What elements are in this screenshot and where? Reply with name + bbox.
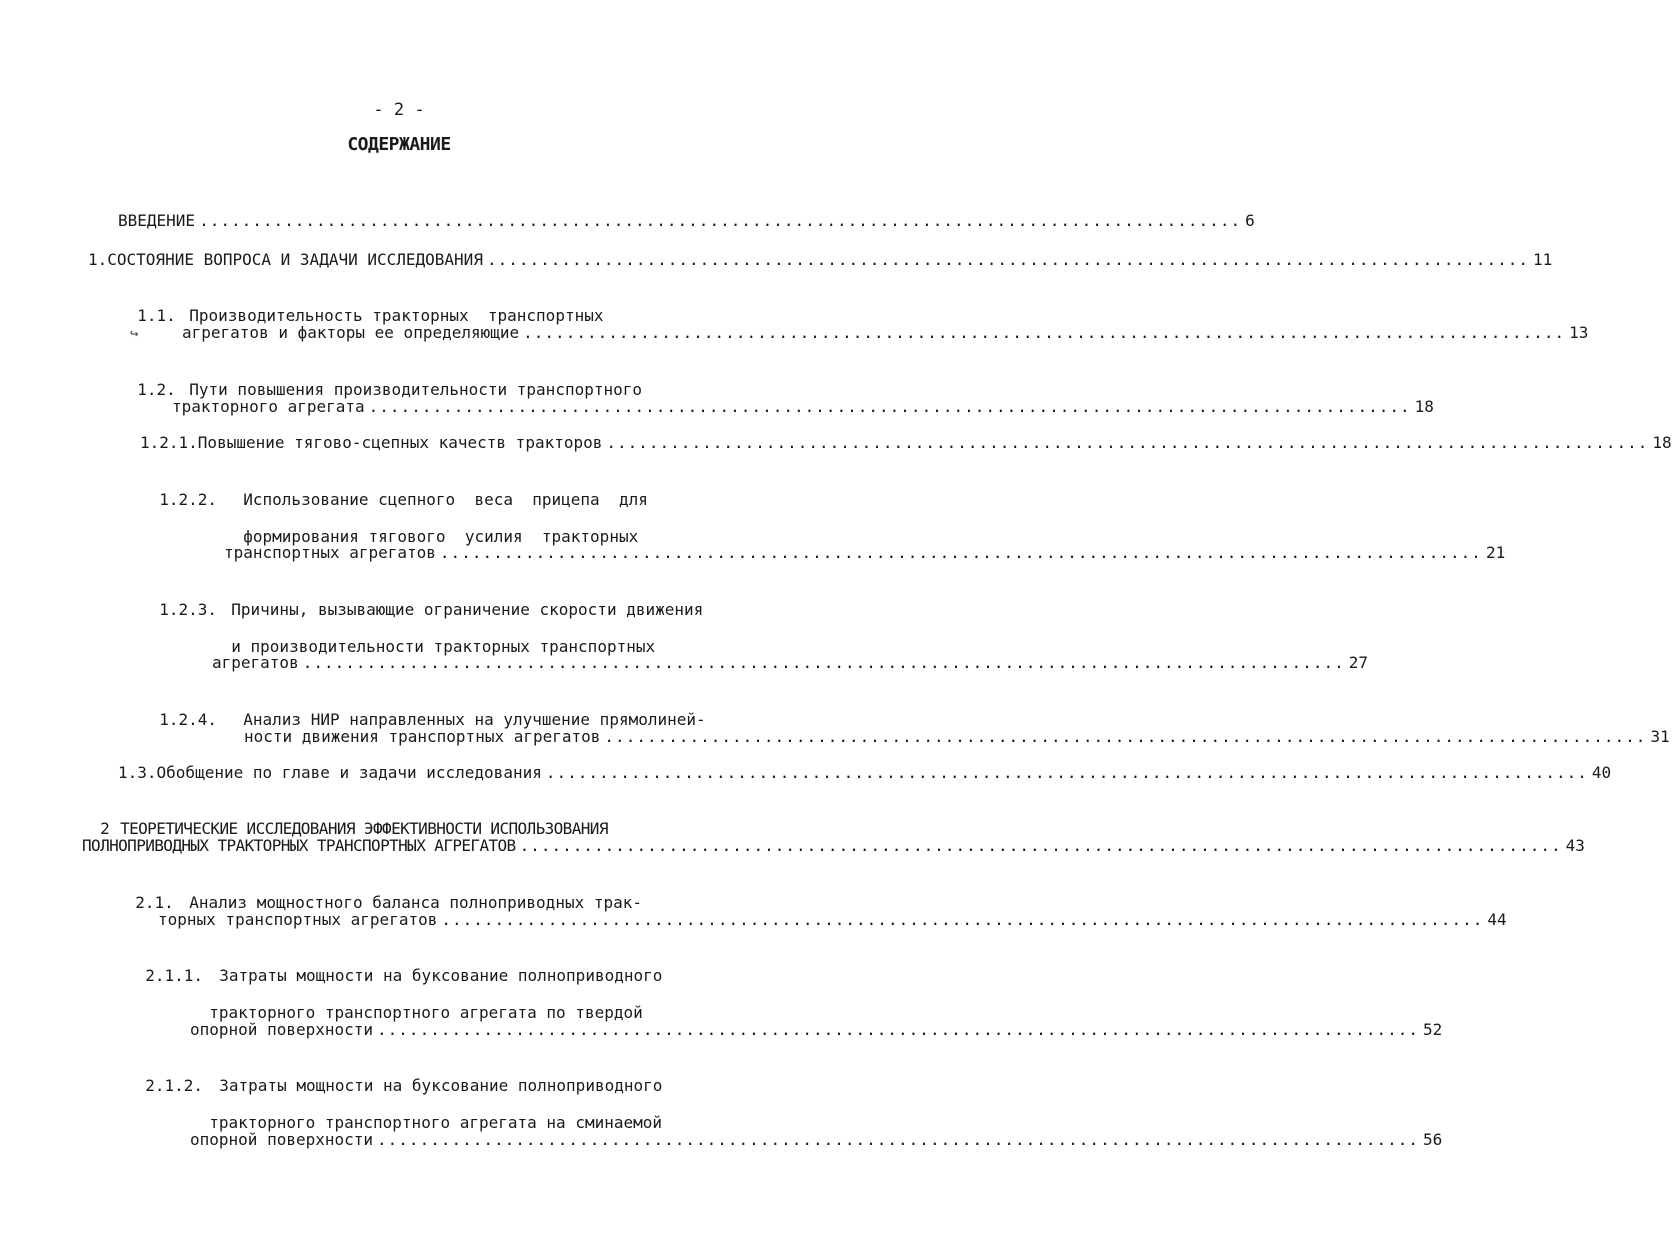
toc-entry-text: опорной поверхности (190, 1130, 374, 1149)
toc-entry-number: 1.2.1. (140, 433, 198, 452)
toc-entry-text: и производительности тракторных транспортных (231, 637, 656, 656)
toc-leader: .................................................................................................. (519, 836, 1562, 855)
toc-entry-number: 1.2. (137, 380, 176, 399)
toc-leader: .................................................................................................. (368, 397, 1411, 416)
toc-entry-text: тракторного транспортного агрегата по твердой (209, 1003, 643, 1022)
toc-entry-number: 1.1. (137, 306, 176, 325)
toc-entry-section-1-2-2-cont[interactable] (224, 507, 638, 547)
toc-leader: .................................................................................................. (523, 323, 1566, 342)
toc-entry-section-1-2-cont[interactable] (172, 397, 1434, 417)
toc-leader: .................................................................................................. (441, 910, 1484, 929)
toc-entry-chapter-2-cont[interactable] (82, 836, 1585, 856)
toc-page-number: 52 (1423, 1020, 1443, 1039)
toc-entry-number: 1.3. (118, 763, 157, 782)
toc-entry-number: 2 (100, 819, 110, 838)
toc-entry-section-2-1-1[interactable] (126, 946, 662, 986)
toc-leader: .................................................................................................. (606, 433, 1649, 452)
toc-entry-text: агрегатов (212, 653, 299, 672)
toc-entry-text: ПОЛНОПРИВОДНЫХ ТРАКТОРНЫХ ТРАНСПОРТНЫХ АГРЕГАТОВ (82, 836, 516, 855)
toc-entry-text: Обобщение по главе и задачи исследования (156, 763, 542, 782)
toc-entry-text: торных транспортных агрегатов (158, 910, 438, 929)
toc-entry-section-2-1-2-end[interactable] (190, 1130, 1443, 1150)
page-number: - 2 - (373, 100, 425, 120)
toc-entry-section-1-2-4[interactable] (140, 690, 706, 730)
toc-entry-section-1-2-3-cont[interactable] (212, 617, 655, 657)
toc-leader: .................................................................................................. (439, 543, 1482, 562)
toc-entry-section-2-1-1-end[interactable] (190, 1020, 1443, 1040)
toc-entry-section-1-1-cont[interactable] (182, 323, 1589, 343)
toc-entry-number: 2.1.1. (145, 966, 204, 985)
toc-entry-text: Использование сцепного веса прицепа для (243, 490, 648, 509)
toc-entry-number: 1. (88, 250, 108, 269)
toc-page-number: 43 (1565, 836, 1585, 855)
toc-entry-text: СОСТОЯНИЕ ВОПРОСА И ЗАДАЧИ ИССЛЕДОВАНИЯ (107, 250, 483, 269)
toc-leader: .................................................................................................. (302, 653, 1345, 672)
toc-entry-text: формирования тягового усилия тракторных (243, 527, 639, 546)
toc-page-number: 18 (1414, 397, 1434, 416)
toc-leader: .................................................................................................. (545, 763, 1588, 782)
scan-mark: ↪ (130, 326, 139, 342)
toc-entry-section-2-1[interactable] (116, 873, 642, 913)
toc-page-number: 6 (1245, 211, 1255, 230)
toc-leader: .................................................................................................. (199, 211, 1242, 230)
toc-entry-chapter-2[interactable] (82, 799, 608, 839)
toc-entry-chapter-1[interactable] (88, 250, 1553, 270)
toc-entry-introduction[interactable] (118, 211, 1255, 231)
toc-entry-section-1-1[interactable] (118, 286, 603, 326)
toc-entry-text: Причины, вызывающие ограничение скорости движения (231, 600, 704, 619)
toc-entry-section-1-2-3-end[interactable] (212, 653, 1368, 673)
toc-page-number: 21 (1485, 543, 1506, 562)
toc-entry-section-2-1-2[interactable] (126, 1056, 662, 1096)
toc-page-number: 56 (1423, 1130, 1443, 1149)
toc-entry-number: 1.2.3. (159, 600, 218, 619)
toc-entry-text: транспортных агрегатов (224, 543, 436, 562)
toc-entry-text: Повышение тягово-сцепных качеств тракторов (197, 433, 603, 452)
toc-page-number: 40 (1591, 763, 1612, 782)
toc-entry-text: ности движения транспортных агрегатов (244, 727, 601, 746)
toc-entry-number: 2.1.2. (145, 1076, 204, 1095)
toc-entry-section-1-2-1[interactable] (140, 433, 1672, 453)
toc-entry-number: 1.2.4. (159, 710, 218, 729)
toc-page-number: 31 (1650, 727, 1670, 746)
toc-entry-section-2-1-1-cont[interactable] (190, 983, 643, 1023)
toc-entry-text: тракторного агрегата (172, 397, 365, 416)
toc-entry-text: Затраты мощности на буксование полноприводного (219, 966, 663, 985)
toc-entry-text: ВВЕДЕНИЕ (118, 211, 196, 230)
toc-entry-text: Производительность тракторных транспортных (189, 306, 604, 325)
toc-entry-text: тракторного транспортного агрегата на сминаемой (209, 1113, 663, 1132)
toc-page-number: 11 (1532, 250, 1553, 269)
toc-entry-text: опорной поверхности (190, 1020, 374, 1039)
toc-leader: .................................................................................................. (486, 250, 1529, 269)
toc-entry-text: агрегатов и факторы ее определяющие (182, 323, 520, 342)
toc-entry-text: Пути повышения производительности транспортного (189, 380, 643, 399)
toc-page-number: 44 (1487, 910, 1507, 929)
toc-entry-number: 2.1. (135, 893, 174, 912)
toc-entry-section-1-2-2[interactable] (140, 470, 648, 510)
toc-page-number: 27 (1348, 653, 1368, 672)
toc-entry-section-2-1-cont[interactable] (158, 910, 1507, 930)
toc-entry-text: ТЕОРЕТИЧЕСКИЕ ИССЛЕДОВАНИЯ ЭФФЕКТИВНОСТИ ИСПОЛЬЗОВАНИЯ (120, 819, 608, 838)
toc-entry-section-1-3[interactable] (118, 763, 1612, 783)
page-title: СОДЕРЖАНИЕ (347, 134, 451, 155)
toc-entry-number: 1.2.2. (159, 490, 218, 509)
toc-entry-section-1-2-4-cont[interactable] (244, 727, 1670, 747)
toc-entry-section-1-2-3[interactable] (140, 580, 703, 620)
toc-entry-section-1-2-2-end[interactable] (224, 543, 1506, 563)
toc-entry-text: Затраты мощности на буксование полноприводного (219, 1076, 663, 1095)
toc-page-number: 18 (1652, 433, 1672, 452)
toc-leader: .................................................................................................. (377, 1020, 1420, 1039)
toc-entry-section-1-2[interactable] (118, 360, 642, 400)
toc-page-number: 13 (1569, 323, 1589, 342)
toc-leader: .................................................................................................. (604, 727, 1647, 746)
toc-entry-text: Анализ мощностного баланса полноприводных трак- (189, 893, 643, 912)
toc-leader: .................................................................................................. (377, 1130, 1420, 1149)
toc-entry-text: Анализ НИР направленных на улучшение прямолиней- (243, 710, 706, 729)
toc-entry-section-2-1-2-cont[interactable] (190, 1093, 662, 1133)
